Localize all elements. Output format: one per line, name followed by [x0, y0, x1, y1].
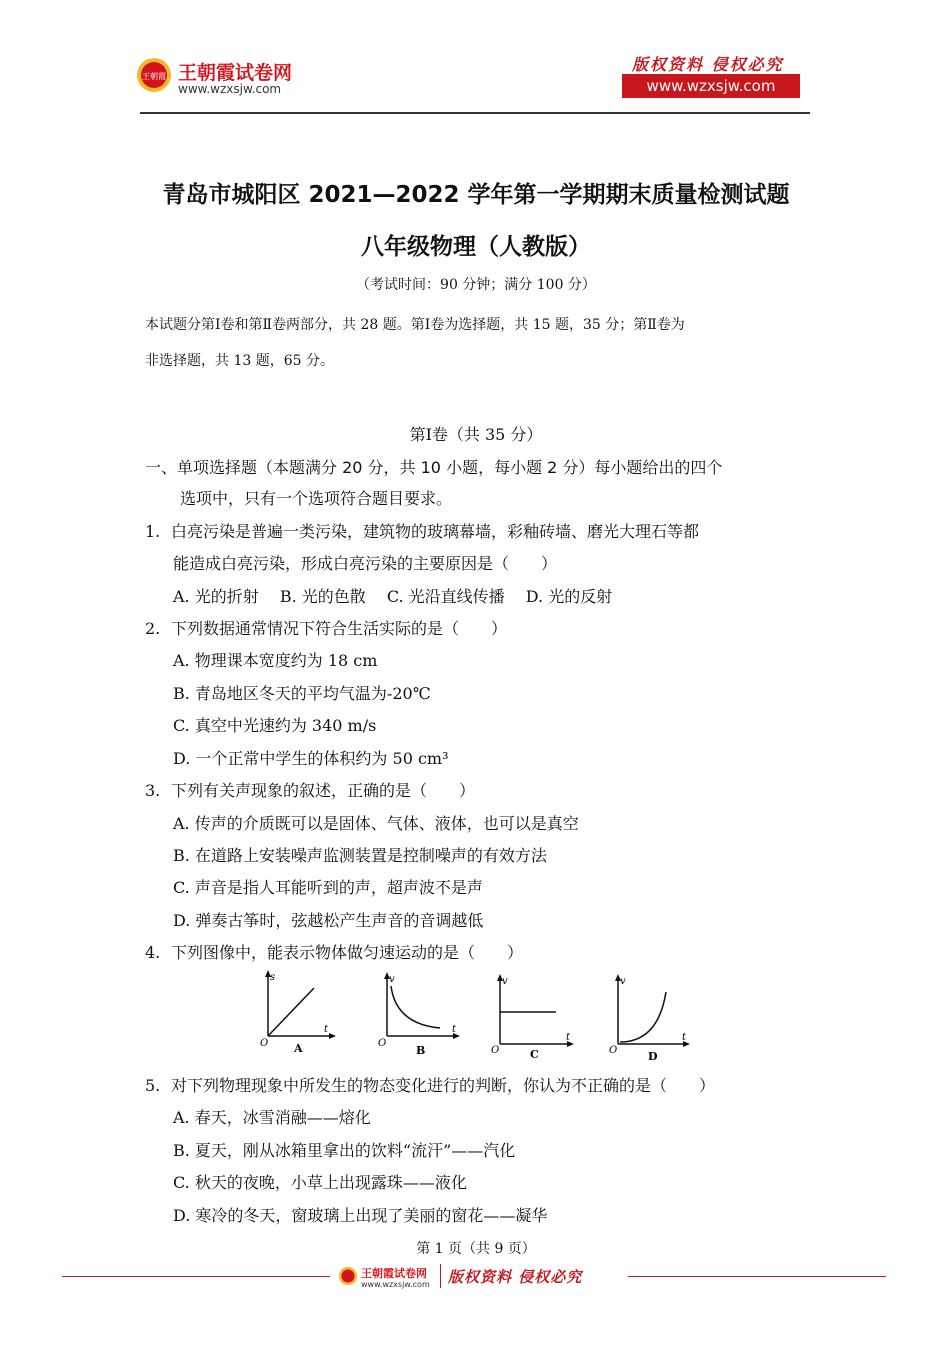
graph-a-label: A	[294, 1042, 303, 1055]
graph-a	[260, 970, 336, 1055]
question-1-options: A. 光的折射 B. 光的色散 C. 光沿直线传播 D. 光的反射	[173, 587, 613, 606]
copyright-notice: 版权资料 侵权必究	[632, 55, 784, 74]
question-stem: 对下列物理现象中所发生的物态变化进行的判断，你认为不正确的是（ ）	[171, 1076, 716, 1095]
option-d: D. 寒冷的冬天，窗玻璃上出现了美丽的窗花——凝华	[173, 1206, 548, 1225]
part-1-title: 第Ⅰ卷（共 35 分）	[409, 425, 543, 444]
question-2	[145, 616, 507, 639]
option-c: C. 真空中光速约为 340 m/s	[173, 716, 377, 735]
question-number: 1.	[145, 522, 161, 541]
brand-url: www.wzxsjw.com	[178, 82, 282, 96]
footer-brand-url: www.wzxsjw.com	[361, 1280, 430, 1289]
footer-copyright: 版权资料 侵权必究	[448, 1268, 583, 1286]
graph-d-origin: O	[609, 1045, 618, 1056]
graph-a-y-axis: s	[270, 972, 276, 983]
option-d: D. 一个正常中学生的体积约为 50 cm³	[173, 749, 449, 768]
logo-text: 王朝霞	[142, 72, 166, 81]
question-4	[145, 940, 523, 963]
question-stem: 下列数据通常情况下符合生活实际的是（ ）	[171, 619, 508, 638]
brand-name: 王朝霞试卷网	[178, 62, 293, 84]
graph-b-label: B	[416, 1044, 426, 1057]
header-divider	[140, 112, 810, 114]
exam-subtitle: 八年级物理（人教版）	[361, 234, 591, 260]
graph-c-label: C	[530, 1048, 539, 1061]
option-b: B. 夏天，刚从冰箱里拿出的饮料“流汗”——汽化	[173, 1141, 516, 1160]
graph-c	[491, 974, 574, 1061]
section-1-heading: 一、单项选择题（本题满分 20 分，共 10 小题，每小题 2 分）每小题给出的四个	[145, 458, 723, 477]
question-number: 4.	[145, 943, 161, 962]
graph-d-x-axis: t	[682, 1032, 687, 1043]
question-stem: 下列有关声现象的叙述，正确的是（ ）	[171, 781, 476, 800]
question-number: 5.	[145, 1076, 161, 1095]
graph-d	[609, 974, 690, 1063]
option-d: D. 弹奏古筝时，弦越松产生声音的音调越低	[173, 911, 484, 930]
url-banner: www.wzxsjw.com	[622, 74, 800, 98]
graph-d-label: D	[648, 1050, 658, 1063]
graph-b	[378, 972, 460, 1057]
question-3	[145, 778, 475, 801]
graph-a-origin: O	[260, 1038, 269, 1049]
question-number: 3.	[145, 781, 161, 800]
footer-divider-left	[62, 1276, 330, 1277]
graph-b-origin: O	[378, 1038, 387, 1049]
graph-d-y-axis: v	[620, 976, 626, 987]
footer-separator	[440, 1264, 441, 1288]
graph-c-origin: O	[491, 1045, 500, 1056]
footer-logo-icon	[338, 1266, 358, 1286]
graph-a-x-axis: t	[324, 1024, 329, 1035]
question-stem: 下列图像中，能表示物体做匀速运动的是（ ）	[171, 943, 524, 962]
option-c: C. 秋天的夜晚，小草上出现露珠——液化	[173, 1173, 467, 1192]
option-a: A. 物理课本宽度约为 18 cm	[173, 651, 378, 670]
motion-graphs-figure	[250, 966, 700, 1066]
footer-divider-right	[628, 1276, 886, 1277]
graph-c-y-axis: v	[502, 976, 508, 987]
question-number: 2.	[145, 619, 161, 638]
graph-c-x-axis: t	[566, 1032, 571, 1043]
graph-b-x-axis: t	[452, 1024, 457, 1035]
question-5	[145, 1073, 715, 1096]
section-1-heading-cont: 选项中，只有一个选项符合题目要求。	[180, 489, 453, 508]
brand-logo-icon	[135, 56, 173, 94]
graph-b-y-axis: v	[389, 974, 395, 985]
option-b: B. 青岛地区冬天的平均气温为-20℃	[173, 684, 431, 703]
exam-info: （考试时间：90 分钟；满分 100 分）	[356, 277, 596, 293]
option-b: B. 在道路上安装噪声监测装置是控制噪声的有效方法	[173, 846, 547, 865]
footer-brand-name: 王朝霞试卷网	[361, 1267, 427, 1280]
option-a: A. 传声的介质既可以是固体、气体、液体，也可以是真空	[173, 814, 579, 833]
option-a: A. 春天，冰雪消融——熔化	[173, 1108, 371, 1127]
question-stem: 白亮污染是普遍一类污染，建筑物的玻璃幕墙，彩釉砖墙、磨光大理石等都	[171, 522, 700, 541]
option-c: C. 声音是指人耳能听到的声，超声波不是声	[173, 878, 483, 897]
page-number: 第 1 页（共 9 页）	[416, 1241, 536, 1257]
question-1-stem-cont: 能造成白亮污染，形成白亮污染的主要原因是（ ）	[173, 554, 558, 573]
intro-line-2: 非选择题，共 13 题，65 分。	[145, 353, 334, 369]
question-1	[145, 519, 699, 542]
exam-title: 青岛市城阳区 2021—2022 学年第一学期期末质量检测试题	[162, 182, 790, 208]
intro-line-1: 本试题分第Ⅰ卷和第Ⅱ卷两部分，共 28 题。第Ⅰ卷为选择题，共 15 题，35 分；第Ⅱ卷为	[145, 317, 685, 333]
